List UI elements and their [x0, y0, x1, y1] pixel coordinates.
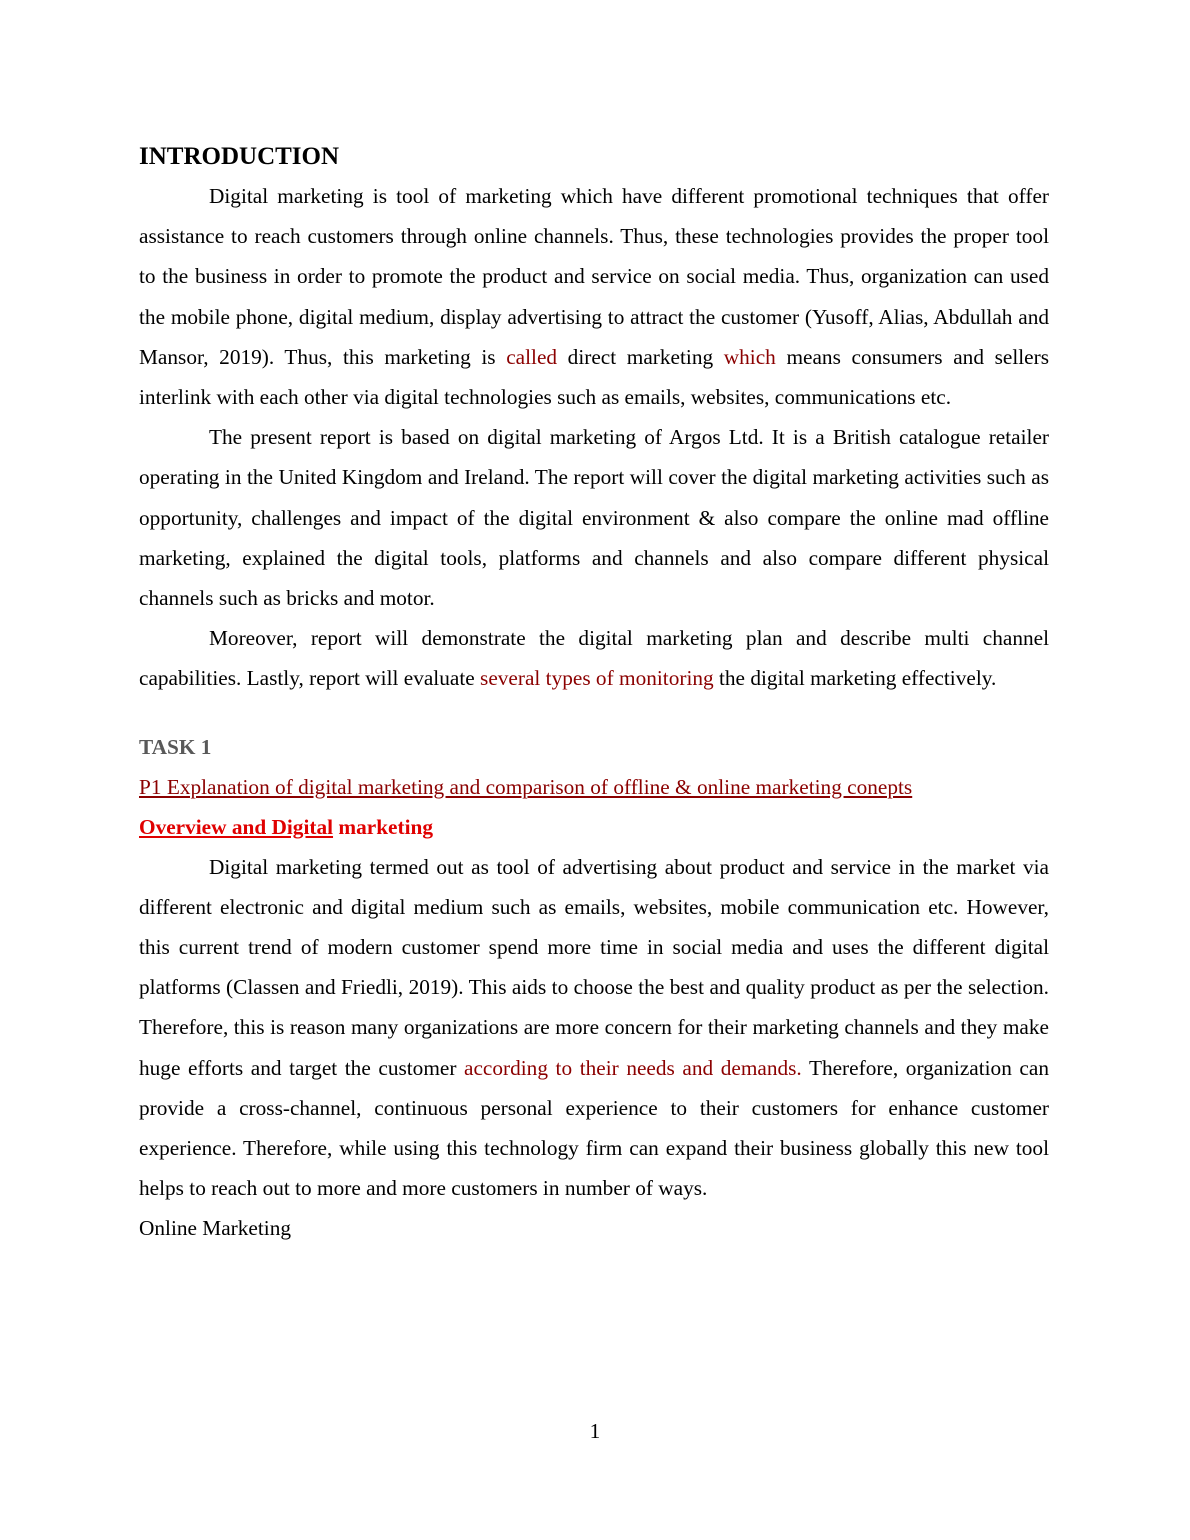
task-1-highlight: according to their needs and demands. [464, 1055, 802, 1080]
intro-paragraph-2: The present report is based on digital marketing of Argos Ltd. It is a British catalogue retailer operating in the United Kingdom and Ireland. The report will cover the digital marketing activities such as opportunity, challenges and impact of the digital environment & also compare the online mad offline marketing, explained the digital tools, platforms and channels and also compare different physical channels such as bricks and motor. [139, 425, 1049, 611]
intro-p1-text-c: means consumers and sellers interlink with each other via digital technologies such as emails, websites, communications etc. [139, 344, 1050, 410]
task-1-label: TASK 1 [139, 734, 212, 759]
intro-p3-highlight: several types of monitoring [480, 666, 714, 691]
intro-p1-highlight-called: called [506, 344, 558, 369]
intro-p1-highlight-which: which [723, 344, 776, 369]
overview-heading [139, 807, 1049, 847]
intro-p1-text-a: Digital marketing is tool of marketing which have different promotional techniques that offer assistance to reach customers through online channels. Thus, these technologies provides the proper tool to the business in order to promote the product and service on social media. Thus, organization can used the mobile phone, digital medium, display advertising to attract the customer (Yusoff, Alias, Abdullah and Mansor, 2019). Thus, this marketing is [139, 184, 1049, 369]
task-1-subheading [139, 767, 1049, 807]
intro-paragraph-1 [139, 176, 1049, 417]
document-page [139, 138, 1049, 1248]
intro-p1-text-b: direct marketing [557, 344, 724, 369]
task-1-text-b: Therefore, organization can provide a cross-channel, continuous personal experience to their customers for enhance customer experience. Therefore, while using this technology firm can expand their business globally this new tool helps to reach out to more and more customers in number of ways. [139, 1055, 1049, 1201]
intro-paragraph-3 [139, 618, 1049, 698]
p1-subheading-link: P1 Explanation of digital marketing and comparison of offline & online marketing conepts [139, 774, 913, 799]
page-number: 1 [589, 1419, 601, 1443]
overview-heading-underlined: Overview and Digital [139, 814, 334, 839]
intro-p3-text-a: Moreover, report will demonstrate the digital marketing plan and describe multi channel capabilities. Lastly, report will evaluate [139, 626, 1049, 691]
task-1-text-a: Digital marketing termed out as tool of advertising about product and service in the market via different electronic and digital medium such as emails, websites, mobile communication etc. However, this current trend of modern customer spend more time in social media and uses the different digital platforms (Classen and Friedli, 2019). This aids to choose the best and quality product as per the selection. Therefore, this is reason many organizations are more concern for their marketing channels and they make huge efforts and target the customer [139, 854, 1049, 1080]
intro-p3-text-b: the digital marketing effectively. [713, 666, 997, 691]
task-1-paragraph [139, 847, 1049, 1209]
online-marketing-heading: Online Marketing [139, 1216, 292, 1241]
introduction-heading: INTRODUCTION [139, 143, 340, 170]
overview-heading-rest: marketing [333, 814, 433, 839]
